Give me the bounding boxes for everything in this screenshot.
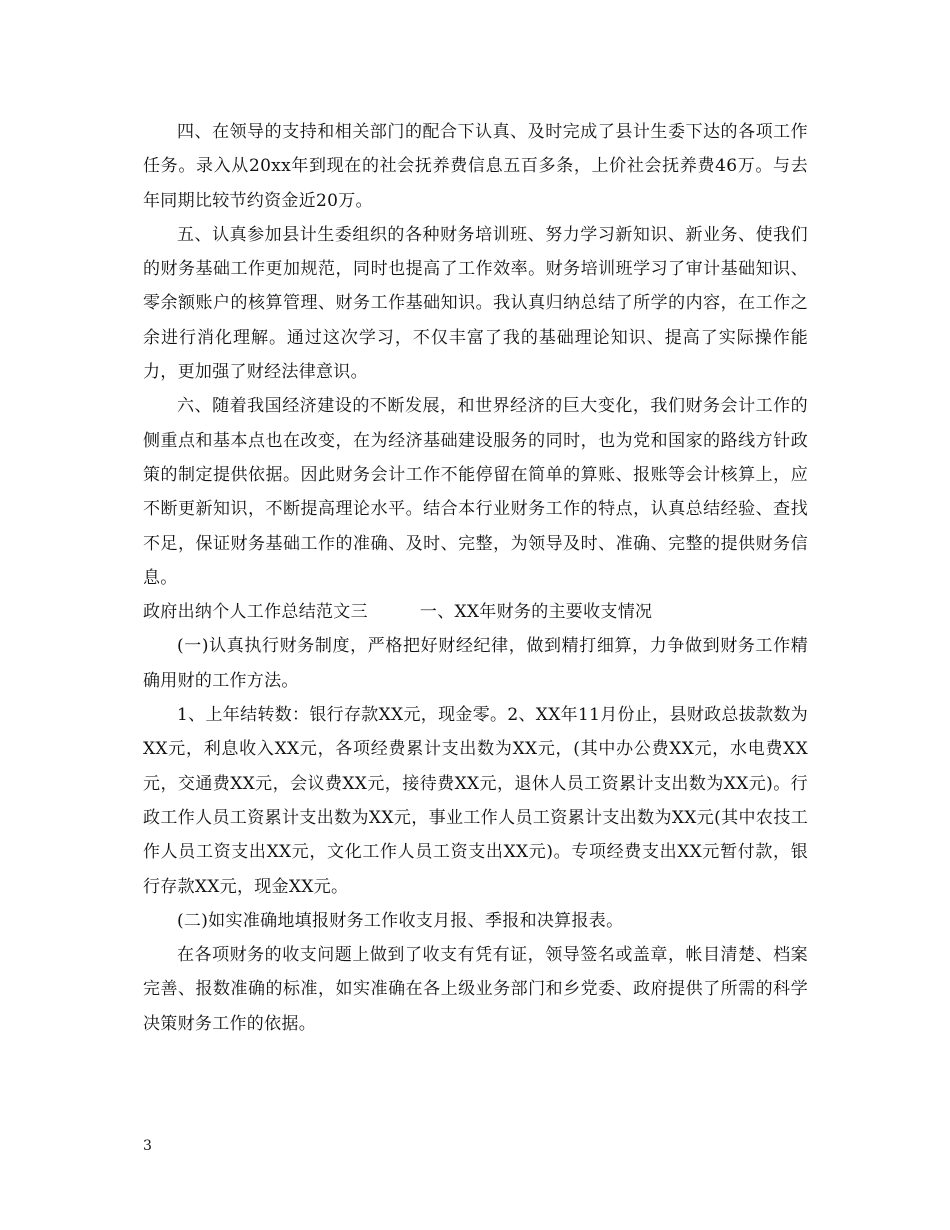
paragraph-item-one: (一)认真执行财务制度，严格把好财经纪律，做到精打细算，力争做到财务工作精确用财的工作方法。 (143, 636, 808, 691)
paragraph-six: 六、随着我国经济建设的不断发展，和世界经济的巨大变化，我们财务会计工作的侧重点和基本点也在改变，在为经济基础建设服务的同时，也为党和国家的路线方针政策的制定提供依据。因此财务会计工作不能停留在简单的算账、报账等会计核算上，应不断更新知识，不断提高理论水平。结合本行业财务工作的特点，认真总结经验、查找不足，保证财务基础工作的准确、及时、完整，为领导及时、准确、完整的提供财务信息。 (143, 396, 808, 588)
paragraph-figures: 1、上年结转数：银行存款XX元，现金零。2、XX年11月份止，县财政总拔款数为XX元，利息收入XX元，各项经费累计支出数为XX元，(其中办公费XX元，水电费XX元，交通费XX元，会议费XX元，接待费XX元，退休人员工资累计支出数为XX元)。行政工作人员工资累计支出数为XX元，事业工作人员工资累计支出数为XX元(其中农技工作人员工资支出XX元，文化工作人员工资支出XX元)。专项经费支出XX元暂付款，银行存款XX元，现金XX元。 (143, 705, 808, 897)
document-body (143, 115, 808, 1041)
paragraph-four: 四、在领导的支持和相关部门的配合下认真、及时完成了县计生委下达的各项工作任务。录入从20xx年到现在的社会抚养费信息五百多条，上价社会抚养费46万。与去年同期比较节约资金近20万。 (143, 122, 808, 211)
paragraph-five: 五、认真参加县计生委组织的各种财务培训班、努力学习新知识、新业务、使我们的财务基础工作更加规范，同时也提高了工作效率。财务培训班学习了审计基础知识、零余额账户的核算管理、财务工作基础知识。我认真归纳总结了所学的内容，在工作之余进行消化理解。通过这次学习，不仅丰富了我的基础理论知识、提高了实际操作能力，更加强了财经法律意识。 (143, 224, 808, 383)
section-subtitle: 一、XX年财务的主要收支情况 (419, 602, 653, 623)
section-heading-line (143, 595, 808, 629)
paragraph-item-two: (二)如实准确地填报财务工作收支月报、季报和决算报表。 (177, 910, 624, 931)
section-title: 政府出纳个人工作总结范文三 (143, 602, 368, 623)
paragraph-closing: 在各项财务的收支问题上做到了收支有凭有证，领导签名或盖章，帐目清楚、档案完善、报数准确的标准，如实准确在各上级业务部门和乡党委、政府提供了所需的科学决策财务工作的依据。 (143, 945, 808, 1034)
page-number: 3 (143, 1138, 152, 1154)
